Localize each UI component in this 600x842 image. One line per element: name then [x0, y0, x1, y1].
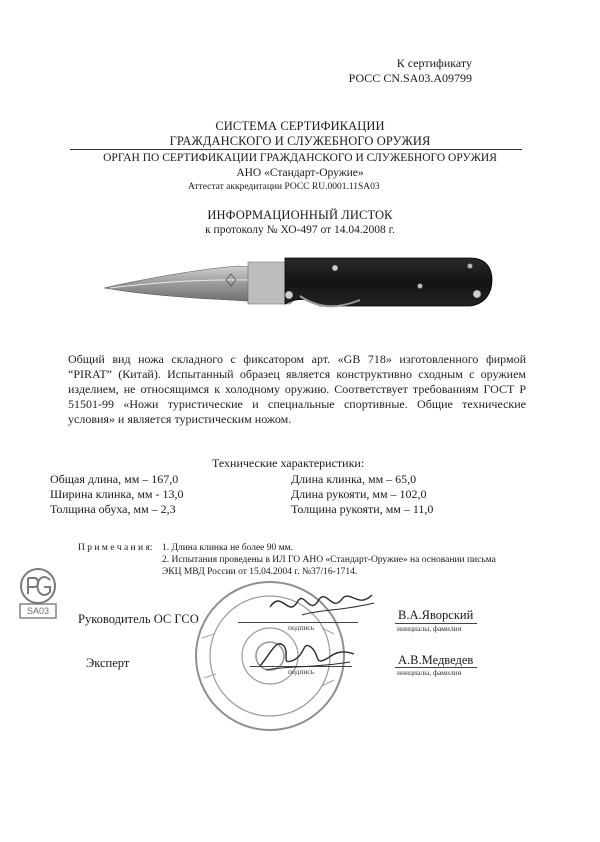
header-divider [70, 149, 522, 150]
head-signature-icon [262, 585, 382, 625]
protocol-reference: к протоколу № ХО-497 от 14.04.2008 г. [205, 224, 395, 236]
spec-overall-length: Общая длина, мм – 167,0 [50, 472, 179, 486]
document-title: ИНФОРМАЦИОННЫЙ ЛИСТОК [207, 208, 393, 222]
organ-title: ОРГАН ПО СЕРТИФИКАЦИИ ГРАЖДАНСКОГО И СЛУЖЕБНОГО ОРУЖИЯ [103, 152, 497, 164]
note-item-2-line1: 2. Испытания проведены в ИЛ ГО АНО «Стандарт-Оружие» на основании письма [162, 555, 496, 565]
system-title-line2: ГРАЖДАНСКОГО И СЛУЖЕБНОГО ОРУЖИЯ [169, 134, 431, 148]
head-name: В.А.Яворский [398, 608, 474, 622]
organization-name: АНО «Стандарт-Оружие» [236, 167, 364, 179]
certification-mark-code: SA03 [26, 606, 50, 616]
note-item-2-line2: ЭКЦ МВД России от 15.04.2004 г. №37/16-1714. [162, 567, 358, 577]
head-name-caption: инициалы, фамилия [397, 624, 462, 633]
head-role-label: Руководитель ОС ГСО [78, 612, 199, 626]
notes-label: П р и м е ч а н и я: [78, 543, 153, 553]
system-title-line1: СИСТЕМА СЕРТИФИКАЦИИ [215, 119, 385, 133]
certificate-reference-line2: РОСС CN.SA03.A09799 [348, 71, 472, 85]
specs-title: Технические характеристики: [212, 456, 365, 470]
head-signature-caption: подпись [288, 623, 315, 632]
spec-spine-thickness: Толщина обуха, мм – 2,3 [50, 502, 176, 516]
spec-handle-thickness: Толщина рукояти, мм – 11,0 [291, 502, 434, 516]
spec-handle-length: Длина рукояти, мм – 102,0 [291, 487, 427, 501]
spec-blade-width: Ширина клинка, мм - 13,0 [50, 487, 184, 501]
note-item-1: 1. Длина клинка не более 90 мм. [162, 543, 294, 553]
expert-role-label: Эксперт [86, 656, 130, 670]
knife-description: Общий вид ножа складного с фиксатором арт. «GB 718» изготовленного фирмой “PIRAT” (Китай). Испытанный образец является конструктивно сходным с оружием изделием, не относящимся к холодному оружию. Соответствует требованиям ГОСТ Р 51501-99 «Ножи туристические и специальные спортивные. Общие технические условия» и является туристическим ножом. [68, 352, 526, 426]
certification-mark-icon [18, 566, 58, 626]
expert-signature-caption: подпись [288, 667, 315, 676]
expert-name-caption: инициалы, фамилия [397, 668, 462, 677]
certificate-reference-line1: К сертификату [396, 56, 472, 70]
expert-name: А.В.Медведев [398, 653, 474, 667]
spec-blade-length: Длина клинка, мм – 65,0 [291, 472, 417, 486]
accreditation-certificate: Аттестат аккредитации РОСС RU.0001.11SA03 [188, 182, 380, 192]
